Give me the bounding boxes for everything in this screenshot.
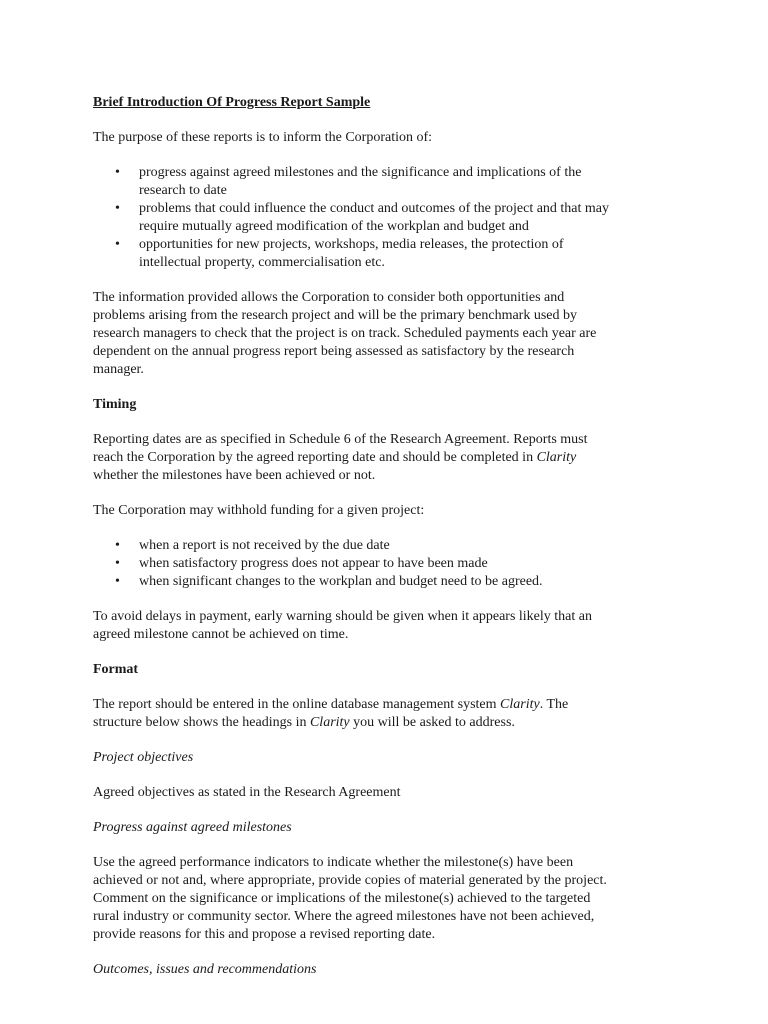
list-item xyxy=(93,537,673,555)
paragraph-line: agreed milestone cannot be achieved on time. xyxy=(93,627,349,642)
paragraph-line xyxy=(93,714,673,732)
format-heading: Format xyxy=(93,662,139,677)
delay-paragraph xyxy=(93,608,673,644)
paragraph-text: structure below shows the headings in xyxy=(93,715,310,730)
paragraph-line: rural industry or community sector. Where the agreed milestones have not been achieved, xyxy=(93,909,595,924)
list-item-line: when satisfactory progress does not appear to have been made xyxy=(139,556,488,571)
list-item-line: intellectual property, commercialisation etc. xyxy=(139,255,385,270)
paragraph-line: Reporting dates are as specified in Schedule 6 of the Research Agreement. Reports must xyxy=(93,432,588,447)
bullet-icon: • xyxy=(115,538,120,553)
progress-paragraph xyxy=(93,854,673,944)
paragraph-line: problems arising from the research project and will be the primary benchmark used by xyxy=(93,308,578,323)
list-item xyxy=(93,236,673,272)
list-item-line: opportunities for new projects, workshops, media releases, the protection of xyxy=(139,237,564,252)
progress-heading: Progress against agreed milestones xyxy=(93,820,292,835)
list-item-line: problems that could influence the conduct and outcomes of the project and that may xyxy=(139,201,610,216)
paragraph-text: . The xyxy=(539,697,569,712)
paragraph-line: achieved or not and, where appropriate, provide copies of material generated by the project. xyxy=(93,873,607,888)
bullet-icon: • xyxy=(115,165,120,180)
paragraph-line: whether the milestones have been achieved or not. xyxy=(93,468,376,483)
withhold-list xyxy=(93,537,673,591)
withhold-intro: The Corporation may withhold funding for a given project: xyxy=(93,503,425,518)
document-page xyxy=(93,94,673,979)
paragraph-line: To avoid delays in payment, early warning should be given when it appears likely that an xyxy=(93,609,592,624)
bullet-icon: • xyxy=(115,574,120,589)
project-objectives-text: Agreed objectives as stated in the Research Agreement xyxy=(93,785,401,800)
timing-heading: Timing xyxy=(93,397,137,412)
paragraph-text: you will be asked to address. xyxy=(349,715,515,730)
outcomes-heading: Outcomes, issues and recommendations xyxy=(93,962,317,977)
list-item xyxy=(93,200,673,236)
clarity-term: Clarity xyxy=(309,715,350,730)
list-item-line: research to date xyxy=(139,183,227,198)
info-paragraph xyxy=(93,289,673,379)
paragraph-line: dependent on the annual progress report being assessed as satisfactory by the research xyxy=(93,344,575,359)
clarity-term: Clarity xyxy=(500,697,540,712)
bullet-icon: • xyxy=(115,556,120,571)
intro-text: The purpose of these reports is to inform the Corporation of: xyxy=(93,130,433,145)
list-item xyxy=(93,555,673,573)
list-item-line: when a report is not received by the due date xyxy=(139,538,390,553)
list-item xyxy=(93,573,673,591)
paragraph-line: The information provided allows the Corporation to consider both opportunities and xyxy=(93,290,565,305)
format-paragraph xyxy=(93,696,673,732)
clarity-term: Clarity xyxy=(536,450,577,465)
document-title: Brief Introduction Of Progress Report Sample xyxy=(93,95,371,110)
list-item-line: require mutually agreed modification of the workplan and budget and xyxy=(139,219,529,234)
purpose-list xyxy=(93,164,673,272)
project-objectives-heading: Project objectives xyxy=(93,750,194,765)
paragraph-line: provide reasons for this and propose a revised reporting date. xyxy=(93,927,436,942)
paragraph-text: The report should be entered in the online database management system xyxy=(93,697,501,712)
bullet-icon: • xyxy=(115,237,120,252)
paragraph-line: Comment on the significance or implications of the milestone(s) achieved to the targeted xyxy=(93,891,591,906)
list-item-line: progress against agreed milestones and the significance and implications of the xyxy=(139,165,582,180)
bullet-icon: • xyxy=(115,201,120,216)
list-item-line: when significant changes to the workplan and budget need to be agreed. xyxy=(139,574,543,589)
paragraph-line xyxy=(93,696,673,714)
paragraph-line xyxy=(93,449,673,467)
paragraph-text: reach the Corporation by the agreed reporting date and should be completed in xyxy=(93,450,537,465)
paragraph-line: manager. xyxy=(93,362,144,377)
paragraph-line: Use the agreed performance indicators to indicate whether the milestone(s) have been xyxy=(93,855,574,870)
paragraph-line: research managers to check that the project is on track. Scheduled payments each year are xyxy=(93,326,597,341)
list-item xyxy=(93,164,673,200)
timing-paragraph xyxy=(93,431,673,485)
